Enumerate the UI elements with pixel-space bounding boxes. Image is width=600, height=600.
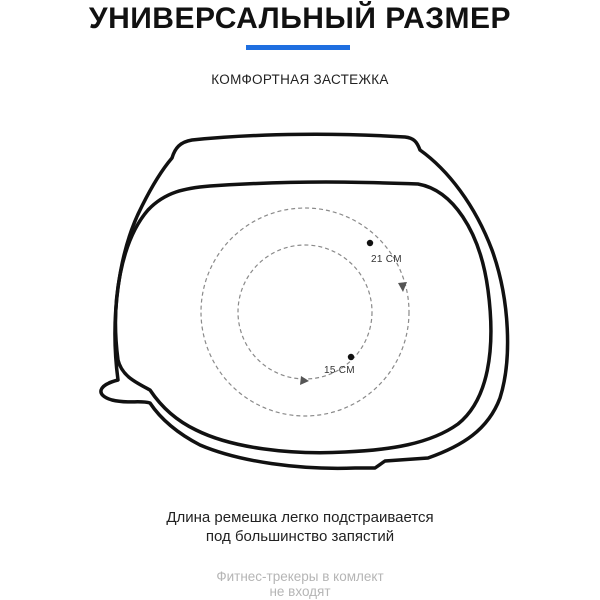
- inner-circle-arrow-icon: [300, 376, 309, 385]
- outer-size-circle: [201, 208, 409, 416]
- caption-line-2: под большинство запястий: [205, 528, 395, 545]
- outer-circle-arrow-icon: [398, 282, 407, 292]
- page-subtitle: КОМФОРТНАЯ ЗАСТЕЖКА: [211, 72, 389, 87]
- strap-outer-outline: [101, 134, 508, 468]
- inner-size-label: 15 СМ: [324, 365, 355, 376]
- outer-circle-marker-dot: [367, 240, 373, 246]
- inner-circle-marker-dot: [348, 354, 354, 360]
- outer-size-label: 21 СМ: [371, 254, 402, 265]
- disclaimer-line-2: не входят: [269, 584, 331, 599]
- disclaimer-line-1: Фитнес-трекеры в комлект: [216, 569, 384, 584]
- page-title: УНИВЕРСАЛЬНЫЙ РАЗМЕР: [88, 2, 512, 35]
- caption-line-1: Длина ремешка легко подстраивается: [166, 509, 434, 526]
- strap-inner-outline: [116, 182, 491, 453]
